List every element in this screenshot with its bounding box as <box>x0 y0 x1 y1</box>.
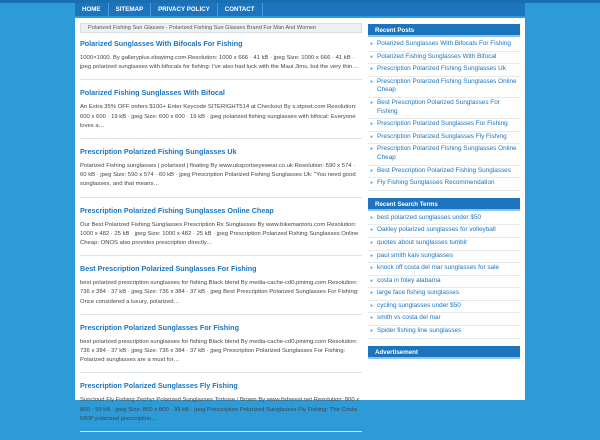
breadcrumb: Polarized Fishing Sun Glasses - Polarized Fishing Sun Glasses Brand For Man And Women <box>80 23 362 33</box>
bullet-icon: ● <box>370 66 374 73</box>
post-item <box>80 264 362 315</box>
search-term-link[interactable] <box>368 313 520 326</box>
recent-post-label: Polarized Sunglasses With Bifocals For Fishing <box>377 40 511 47</box>
search-term-link[interactable] <box>368 225 520 238</box>
search-term-link[interactable] <box>368 238 520 251</box>
recent-post-link[interactable] <box>368 178 520 191</box>
widget-title: Advertisement <box>368 346 520 359</box>
page-container <box>75 18 525 422</box>
sidebar <box>368 24 520 366</box>
bullet-icon: ● <box>370 227 374 234</box>
post-excerpt: Suncloud Fly Fishing Zephyr Polarized Sunglasses Tortoise / Brown By www.fishwest.net Resolution: 800 x 800 · 99 kB · jpeg Size: 800 x 800 · 99 kB · jpeg Prescription Polarized Sunglasses Fly Fishing: The Costa 580P polarized prescription… <box>80 396 362 432</box>
recent-post-link[interactable] <box>368 119 520 132</box>
nav-privacy-policy[interactable]: PRIVACY POLICY <box>151 3 218 16</box>
nav-sitemap[interactable]: SITEMAP <box>109 3 152 16</box>
recent-search-list <box>368 211 520 339</box>
post-item <box>80 381 362 432</box>
post-item <box>80 323 362 374</box>
search-term-label: cycling sunglasses under $50 <box>377 301 461 309</box>
bullet-icon: ● <box>370 315 374 322</box>
bullet-icon: ● <box>370 302 374 309</box>
advertisement-widget <box>368 346 520 359</box>
post-excerpt: 1000×1000. By galleryplus.ebayimg.com Resolution: 1000 x 666 · 41 kB · jpeg Size: 1000 x 666 · 41 kB · jpeg polarized sunglasses with bifocals for fishing: I've also had luck with the Maui Jims, but the very thin… <box>80 54 362 80</box>
bullet-icon: ● <box>370 133 374 140</box>
search-term-label: quotes about sunglasses tumblr <box>377 238 468 246</box>
bullet-icon: ● <box>370 53 374 60</box>
post-title-link[interactable]: Prescription Polarized Fishing Sunglasses Online Cheap <box>80 205 274 215</box>
post-title-link[interactable]: Polarized Fishing Sunglasses With Bifocal <box>80 88 225 98</box>
recent-post-link[interactable] <box>368 39 520 52</box>
post-item <box>80 39 362 80</box>
post-title-link[interactable]: Prescription Polarized Sunglasses For Fishing <box>80 322 239 332</box>
bullet-icon: ● <box>370 121 374 128</box>
widget-title: Recent Search Terms <box>368 198 520 211</box>
recent-post-link[interactable] <box>368 64 520 77</box>
search-term-link[interactable] <box>368 288 520 301</box>
recent-post-label: Prescription Polarized Sunglasses Fly Fishing <box>377 132 507 140</box>
bullet-icon: ● <box>370 239 374 246</box>
search-term-label: large face fishing sunglasses <box>377 289 460 297</box>
post-item <box>80 206 362 257</box>
nav-contact[interactable]: CONTACT <box>218 3 263 16</box>
main-navigation <box>75 3 525 16</box>
search-term-label: smith vs costa del mar <box>377 314 441 322</box>
search-term-link[interactable] <box>368 276 520 289</box>
search-term-link[interactable] <box>368 326 520 339</box>
search-term-link[interactable] <box>368 301 520 314</box>
recent-post-label: Prescription Polarized Fishing Sunglasses Online Cheap <box>377 145 517 161</box>
bullet-icon: ● <box>370 167 374 174</box>
post-excerpt: Our Best Polarized Fishing Sunglasses Prescription Rx Sunglasses By www.bikemantoru.com Resolution: 1000 x 482 · 25 kB · jpeg Size: 1000 x 482 · 25 kB · jpeg Prescription Polarized Fishing Sunglasses Online Cheap: ONOS also provides prescription directly… <box>80 221 362 257</box>
search-term-label: costa in foley alabama <box>377 276 441 284</box>
recent-post-label: Prescription Polarized Fishing Sunglasses Online Cheap <box>377 77 517 94</box>
post-title-link[interactable]: Best Prescription Polarized Sunglasses For Fishing <box>80 264 257 274</box>
search-term-label: Oakley polarized sunglasses for volleyball <box>377 226 496 234</box>
recent-post-label: Polarized Fishing Sunglasses With Bifocal <box>377 52 497 60</box>
recent-post-label: Fly Fishing Sunglasses Recommendation <box>377 179 495 187</box>
bullet-icon: ● <box>370 290 374 297</box>
recent-post-link[interactable] <box>368 166 520 179</box>
bullet-icon: ● <box>370 78 374 85</box>
bullet-icon: ● <box>370 41 374 47</box>
recent-post-link[interactable] <box>368 98 520 119</box>
search-term-link[interactable] <box>368 213 520 226</box>
recent-post-label: Prescription Polarized Sunglasses For Fishing <box>377 120 508 128</box>
bullet-icon: ● <box>370 146 374 153</box>
post-excerpt: best polarized prescription sunglasses for fishing Black blend By media-cache-cd0.pinimg.com Resolution: 736 x 384 · 37 kB · jpeg Size: 736 x 384 · 37 kB · jpeg Best Prescription Polarized Sunglasses For Fishing: Once considered a luxury, polarized… <box>80 279 362 315</box>
bullet-icon: ● <box>370 99 374 106</box>
recent-search-widget <box>368 198 520 339</box>
post-excerpt: Polarized Fishing sunglasses | polarised | floating By www.uksportseyewear.co.uk Resolution: 590 x 574 · 60 kB · jpeg Size: 590 x 574 · 60 kB · jpeg Prescription Polarized Fishing Sunglasses Uk: "You need good sunglasses, and that means… <box>80 162 362 198</box>
recent-posts-widget <box>368 24 520 191</box>
nav-home[interactable]: HOME <box>75 3 109 16</box>
main-content <box>80 23 362 440</box>
bullet-icon: ● <box>370 252 374 259</box>
search-term-label: paul smith kaiv sunglasses <box>377 251 454 259</box>
recent-post-label: Best Prescription Polarized Sunglasses For Fishing <box>377 98 500 115</box>
post-excerpt: best polarized prescription sunglasses for fishing Black blend By media-cache-cd0.pinimg.com Resolution: 736 x 384 · 37 kB · jpeg Size: 736 x 384 · 37 kB · jpeg Prescription Polarized Sunglasses For Fishing: Polarized sunglasses are a must for… <box>80 338 362 374</box>
bullet-icon: ● <box>370 328 374 335</box>
recent-post-label: Best Prescription Polarized Fishing Sunglasses <box>377 166 511 174</box>
post-item <box>80 147 362 198</box>
recent-post-link[interactable] <box>368 52 520 65</box>
recent-post-link[interactable] <box>368 77 520 98</box>
widget-title: Recent Posts <box>368 24 520 37</box>
recent-post-label: Prescription Polarized Fishing Sunglasses Uk <box>377 65 506 73</box>
post-title-link[interactable]: Prescription Polarized Fishing Sunglasses Uk <box>80 147 237 157</box>
bullet-icon: ● <box>370 180 374 187</box>
post-title-link[interactable]: Polarized Sunglasses With Bifocals For Fishing <box>80 39 243 48</box>
search-term-link[interactable] <box>368 263 520 276</box>
search-term-link[interactable] <box>368 251 520 264</box>
search-term-label: best polarized sunglasses under $50 <box>377 213 482 221</box>
search-term-label: knock off costa del mar sunglasses for sale <box>377 264 500 272</box>
recent-post-link[interactable] <box>368 144 520 165</box>
recent-posts-list <box>368 37 520 191</box>
bullet-icon: ● <box>370 265 374 272</box>
post-title-link[interactable]: Prescription Polarized Sunglasses Fly Fishing <box>80 381 238 391</box>
recent-post-link[interactable] <box>368 132 520 145</box>
search-term-label: Spider fishing line sunglasses <box>377 327 462 335</box>
bullet-icon: ● <box>370 214 374 221</box>
post-excerpt: An Extra 35% OFF orders $100+ Enter Keycode SITERIGHT514 at Checkout By s.stpost.com Resolution: 600 x 600 · 19 kB · jpeg Size: 600 x 600 · 19 kB · jpeg polarized fishing sunglasses with bifocal: Everyone loves a… <box>80 103 362 139</box>
bullet-icon: ● <box>370 277 374 284</box>
post-item <box>80 88 362 139</box>
